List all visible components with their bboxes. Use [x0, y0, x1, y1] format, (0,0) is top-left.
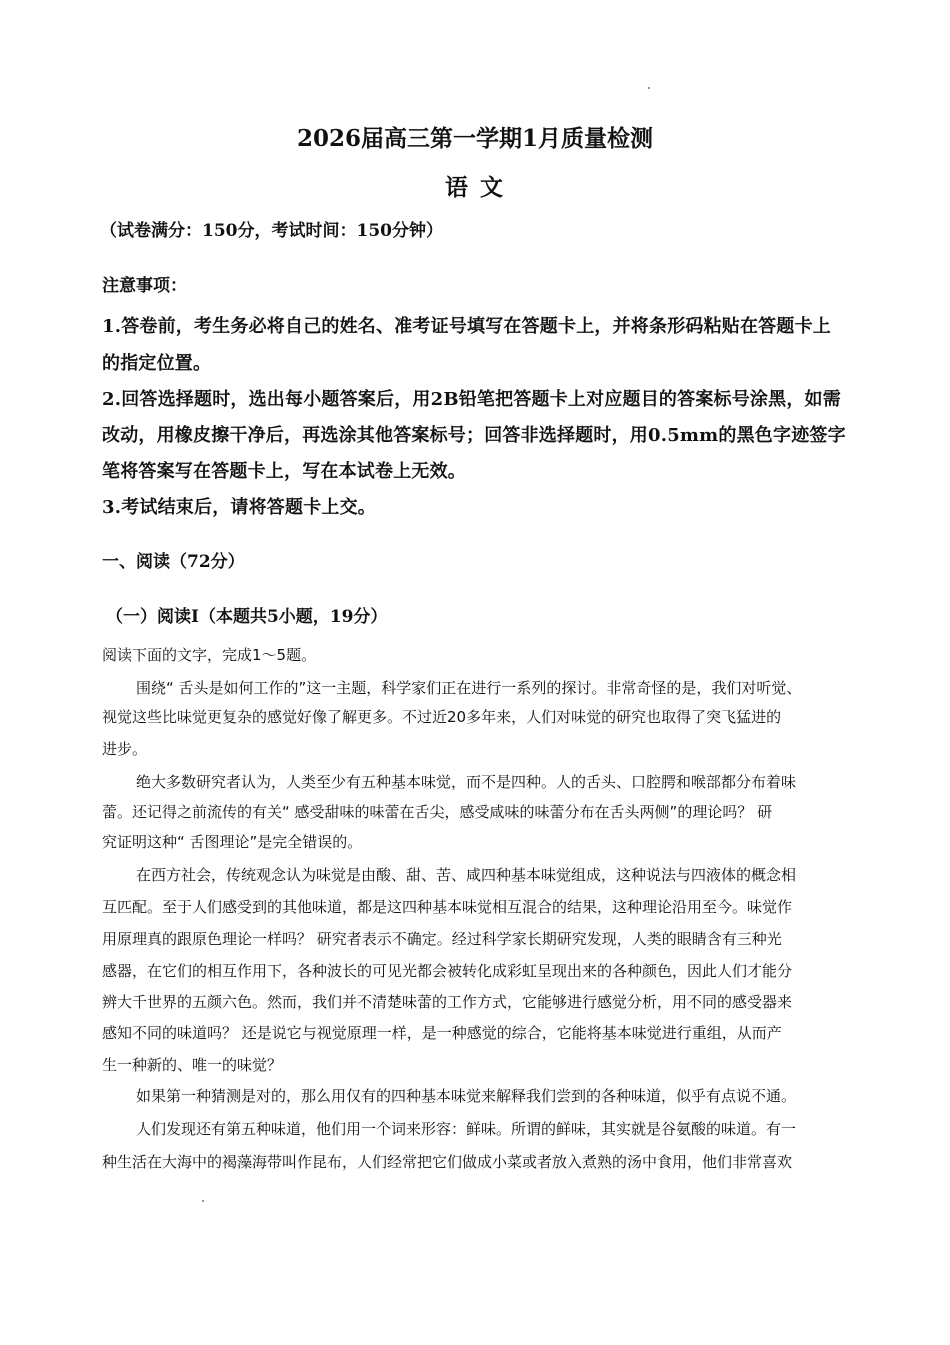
- section-heading: 一、阅读（72分）: [102, 552, 245, 572]
- notes-line-6: 3.考试结束后，请将答题卡上交。: [102, 497, 376, 518]
- passage-line-8: 互匹配。至于人们感受到的其他味道，都是这四种基本味觉相互混合的结果，这种理论沿用至今。味觉作: [102, 898, 793, 916]
- passage-line-10: 感器，在它们的相互作用下，各种波长的可见光都会被转化成彩虹呈现出来的各种颜色，因此人们才能分: [102, 962, 793, 980]
- passage-line-6: 究证明这种“ 舌图理论”是完全错误的。: [102, 833, 363, 851]
- passage-line-14: 如果第一种猜测是对的，那么用仅有的四种基本味觉来解释我们尝到的各种味道，似乎有点说不通。: [136, 1087, 797, 1105]
- passage-line-7: 在西方社会，传统观念认为味觉是由酸、甜、苦、咸四种基本味觉组成，这种说法与四液体的概念相: [136, 866, 797, 884]
- passage-line-11: 辨大千世界的五颜六色。然而，我们并不清楚味蕾的工作方式，它能够进行感觉分析，用不同的感受器来: [102, 993, 793, 1011]
- passage-line-4: 绝大多数研究者认为，人类至少有五种基本味觉，而不是四种。人的舌头、口腔腭和喉部都分布着味: [136, 773, 797, 791]
- passage-line-2: 视觉这些比味觉更复杂的感觉好像了解更多。不过近20多年来，人们对味觉的研究也取得了突飞猛进的: [102, 708, 782, 726]
- scan-dot-bottom: [202, 1200, 204, 1202]
- passage-line-3: 进步。: [102, 740, 148, 758]
- passage-line-16: 种生活在大海中的褐藻海带叫作昆布，人们经常把它们做成小菜或者放入煮熟的汤中食用，他们非常喜欢: [102, 1153, 793, 1171]
- notes-line-4: 改动，用橡皮擦干净后，再选涂其他答案标号；回答非选择题时，用0.5mm的黑色字迹签字: [102, 425, 846, 446]
- exam-info: （试卷满分：150分，考试时间：150分钟）: [100, 221, 443, 241]
- notes-line-2: 的指定位置。: [102, 353, 212, 374]
- notes-line-1: 1.答卷前，考生务必将自己的姓名、准考证号填写在答题卡上，并将条形码粘贴在答题卡上: [102, 316, 831, 337]
- notes-line-3: 2.回答选择题时，选出每小题答案后，用2B铅笔把答题卡上对应题目的答案标号涂黑，如需: [102, 389, 841, 410]
- exam-title: 2026届高三第一学期1月质量检测: [296, 125, 654, 152]
- passage-line-5: 蕾。还记得之前流传的有关“ 感受甜味的味蕾在舌尖，感受咸味的味蕾分布在舌头两侧”的理论吗？ 研: [102, 803, 773, 821]
- subject-title: 语 文: [444, 174, 505, 201]
- reading-instruction: 阅读下面的文字，完成1～5题。: [102, 646, 317, 664]
- passage-line-15: 人们发现还有第五种味道，他们用一个词来形容：鲜味。所谓的鲜味，其实就是谷氨酸的味道。有一: [136, 1120, 797, 1138]
- subsection-heading: （一）阅读Ⅰ（本题共5小题，19分）: [106, 607, 388, 627]
- passage-line-13: 生一种新的、唯一的味觉？: [102, 1056, 283, 1074]
- notes-heading: 注意事项：: [102, 276, 187, 296]
- passage-line-12: 感知不同的味道吗？ 还是说它与视觉原理一样，是一种感觉的综合，它能将基本味觉进行重组，从而产: [102, 1024, 782, 1042]
- passage-line-1: 围绕“ 舌头是如何工作的”这一主题，科学家们正在进行一系列的探讨。非常奇怪的是，我们对听觉、: [136, 679, 802, 697]
- scan-dot-top: [648, 87, 650, 89]
- passage-line-9: 用原理真的跟原色理论一样吗？ 研究者表示不确定。经过科学家长期研究发现，人类的眼睛含有三种光: [102, 930, 782, 948]
- notes-line-5: 笔将答案写在答题卡上，写在本试卷上无效。: [102, 461, 466, 482]
